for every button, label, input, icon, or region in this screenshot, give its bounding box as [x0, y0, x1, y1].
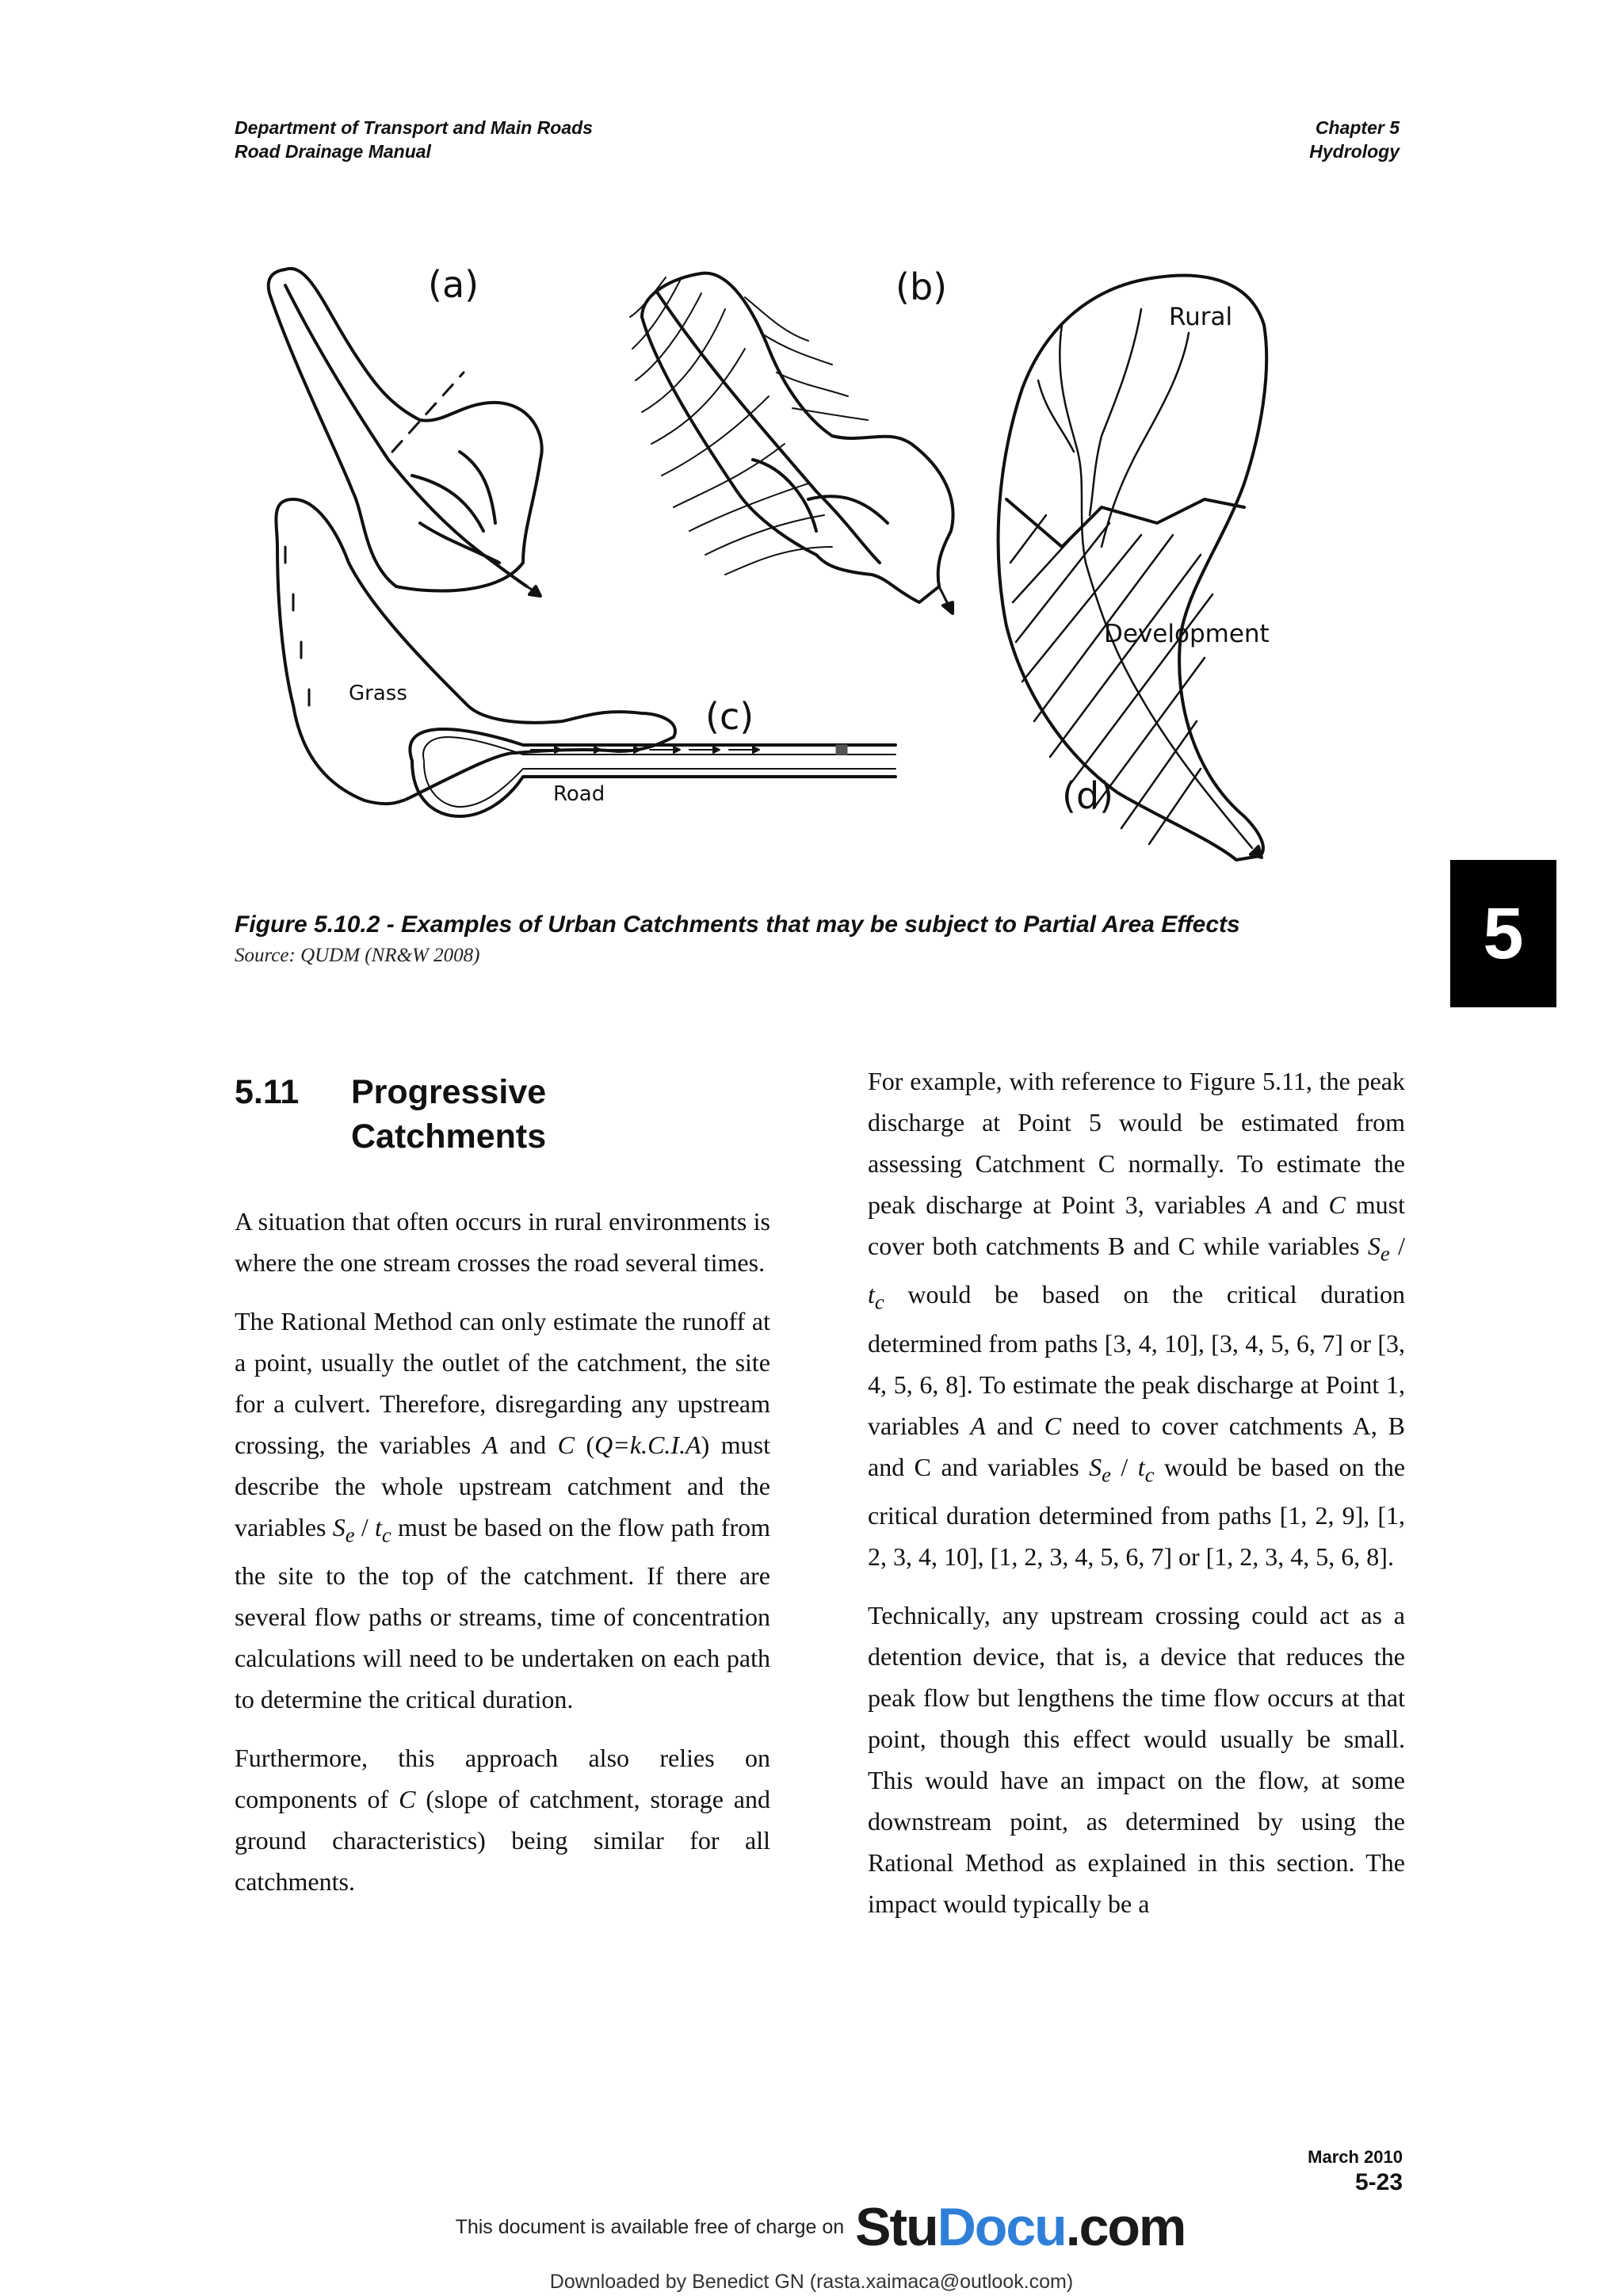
catchment-figure	[262, 262, 1379, 864]
section-title: Progressive Catchments	[351, 1073, 547, 1156]
label-d: (d)	[1062, 774, 1114, 817]
figure-caption: Figure 5.10.2 - Examples of Urban Catchments that may be subject to Partial Area Effects	[235, 911, 1240, 938]
left-paragraph-3: Furthermore, this approach also relies on components of C (slope of catchment, storage and ground characteristics) being similar for all catchments.	[235, 1744, 771, 1897]
header-manual: Road Drainage Manual	[235, 141, 431, 162]
catchment-c-grass-outline	[276, 499, 675, 804]
studocu-banner[interactable]	[412, 2195, 1228, 2259]
chapter-tab: 5	[1450, 860, 1556, 1007]
running-header-right	[1309, 116, 1400, 163]
catchment-d-boundary	[1006, 499, 1244, 547]
footer-date: March 2010	[1308, 2147, 1403, 2167]
left-paragraph-2: The Rational Method can only estimate the runoff at a point, usually the outlet of the catchment, the site for a culvert. Therefore, disregarding any upstream crossing, the variables A and C (Q=k.C.I.A) must describe the whole upstream catchment and the variables $S_e / t_c$ must be based on the flow path from the site to the top of the catchment. If there are several flow paths or streams, time of concentration calculations will need to be undertaken on each path to determine the critical duration.	[235, 1307, 771, 1714]
catchment-c-road-inner-2	[424, 762, 896, 807]
catchment-a-outline	[269, 269, 542, 591]
catchment-c-road-top	[410, 729, 896, 761]
label-c: (c)	[705, 695, 754, 738]
label-b: (b)	[896, 266, 948, 308]
catchment-a-tributary-2	[460, 452, 495, 523]
catchment-b-arrowhead	[943, 602, 953, 613]
catchment-c-inlet	[836, 745, 847, 755]
right-paragraph-1: For example, with reference to Figure 5.11, the peak discharge at Point 5 would be estimated from assessing Catchment C normally. To estimate the peak discharge at Point 3, variables A and C must cover both catchments B and C while variables $S_e / t_c$ would be based on the critical duration determined from paths [3, 4, 10], [3, 4, 5, 6, 7] or [3, 4, 5, 6, 8]. To estimate the peak discharge at Point 1, variables A and C need to cover catchments A, B and C and variables $S_e / t_c$ would be based on the critical duration determined from paths [1, 2, 9], [1, 2, 3, 4, 10], [1, 2, 3, 4, 5, 6, 7] or [1, 2, 3, 4, 5, 6, 8].	[868, 1067, 1406, 1572]
header-department: Department of Transport and Main Roads	[235, 117, 593, 138]
catchment-b-tributary-2	[808, 496, 888, 523]
label-rural: Rural	[1169, 303, 1233, 331]
catchment-b-contours	[630, 277, 868, 575]
catchment-d-tributary	[1090, 309, 1141, 515]
header-topic: Hydrology	[1309, 141, 1400, 162]
running-header-left	[235, 116, 593, 163]
page-number: 5-23	[1354, 2169, 1403, 2195]
banner-text: This document is available free of charge on	[455, 2215, 845, 2238]
catchment-a-tributary-3	[420, 523, 499, 563]
label-a: (a)	[428, 263, 479, 306]
left-column	[235, 1201, 770, 1920]
catchment-d-outline	[999, 276, 1267, 861]
header-chapter: Chapter 5	[1315, 117, 1400, 138]
catchment-a-stream	[285, 285, 527, 586]
left-paragraph-1: A situation that often occurs in rural environments is where the one stream crosses the road several times.	[235, 1207, 770, 1277]
label-development: Development	[1104, 620, 1270, 648]
right-column	[868, 1060, 1405, 1942]
figure-source: Source: QUDM (NR&W 2008)	[235, 945, 480, 966]
studocu-logo[interactable]: StuDocu.com	[855, 2197, 1186, 2257]
label-grass: Grass	[349, 682, 407, 705]
catchment-b-outline	[642, 273, 953, 602]
page-footer	[1308, 2146, 1403, 2197]
right-paragraph-2: Technically, any upstream crossing could act as a detention device, that is, a device that reduces the peak flow but lengthens the time flow occurs at that point, though this effect would usually be small. This would have an impact on the flow, at some downstream point, as determined by using the Rational Method as explained in this section. The impact would typically be a	[868, 1601, 1405, 1919]
section-number: 5.11	[235, 1073, 300, 1111]
label-road: Road	[553, 782, 605, 806]
catchment-b-stream	[658, 293, 880, 563]
download-notice: Downloaded by Benedict GN (rasta.xaimaca@outlook.com)	[549, 2271, 1074, 2293]
